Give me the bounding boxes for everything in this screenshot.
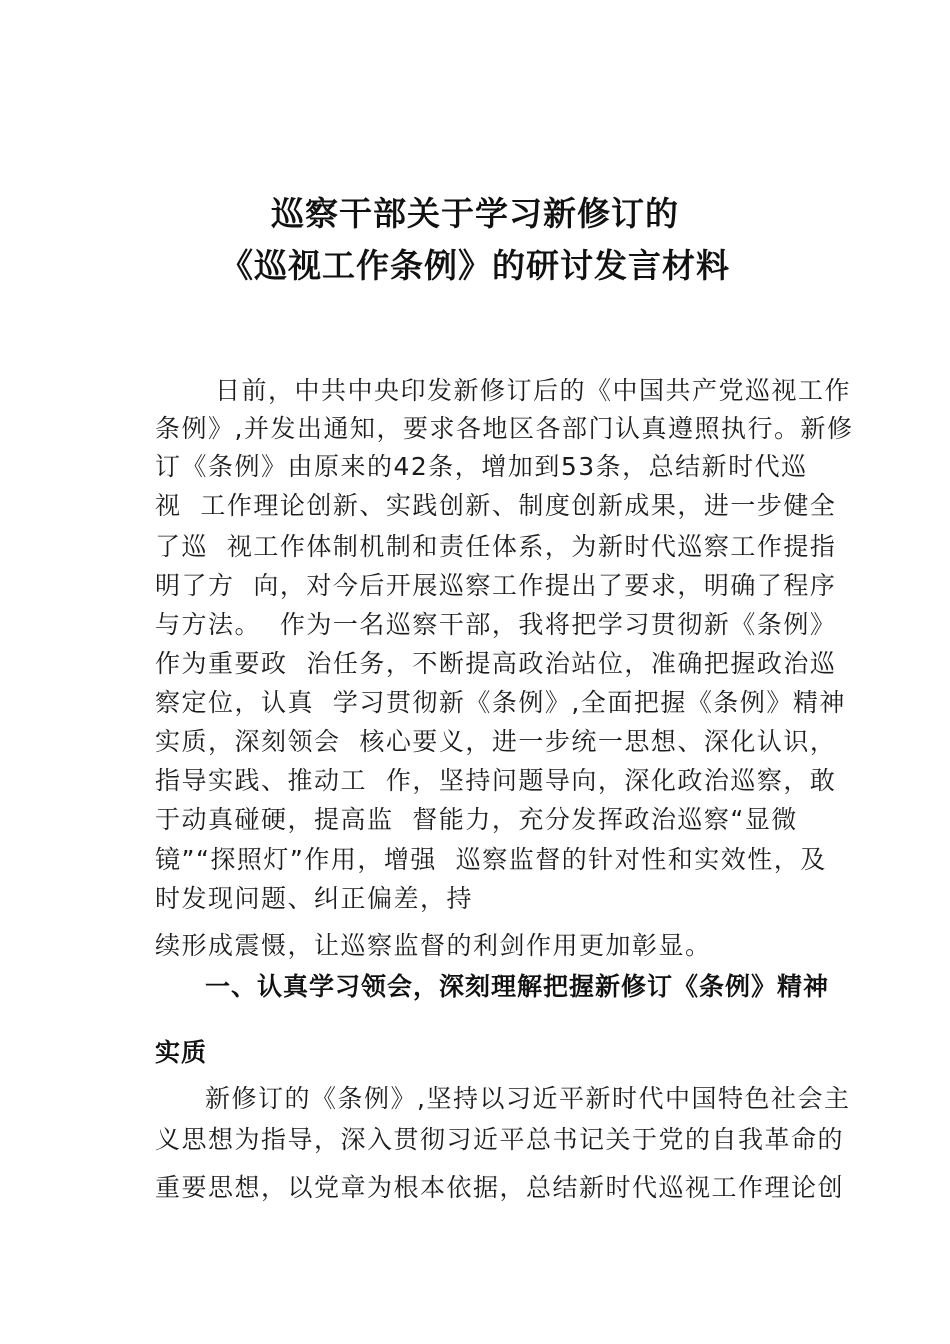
paragraph-line: 义思想为指导，深入贯彻习近平总书记关于党的自我革命的 bbox=[155, 1125, 845, 1154]
paragraph-line: 指导实践、推动工 作，坚持问题导向，深化政治巡察，敢 bbox=[155, 766, 837, 795]
paragraph-line: 重要思想，以党章为根本依据，总结新时代巡视工作理论创 bbox=[155, 1173, 845, 1202]
paragraph-line: 日前，中共中央印发新修订后的《中国共产党巡视工作 bbox=[215, 376, 852, 405]
document-title-line-2: 《巡视工作条例》的研讨发言材料 bbox=[220, 246, 730, 285]
paragraph-line: 了巡 视工作体制机制和责任体系，为新时代巡察工作提指 bbox=[155, 532, 837, 561]
paragraph-line: 视 工作理论创新、实践创新、制度创新成果，进一步健全 bbox=[155, 491, 837, 520]
paragraph-line: 于动真碰硬，提高监 督能力，充分发挥政治巡察“显微 bbox=[155, 805, 798, 834]
paragraph-line: 条例》,并发出通知，要求各地区各部门认真遵照执行。新修 bbox=[155, 414, 854, 443]
section-1-heading-line-2: 实质 bbox=[155, 1038, 208, 1067]
paragraph-line: 订《条例》由原来的42条，增加到53条，总结新时代巡 bbox=[155, 452, 808, 481]
section-1-heading-line-1: 一、认真学习领会，深刻理解把握新修订《条例》精神 bbox=[205, 972, 830, 1001]
paragraph-line: 明了方 向，对今后开展巡察工作提出了要求，明确了程序 bbox=[155, 571, 837, 600]
paragraph-line: 镜”“探照灯”作用，增强 巡察监督的针对性和实效性，及 bbox=[155, 845, 827, 874]
paragraph-line: 与方法。 作为一名巡察干部，我将把学习贯彻新《条例》 bbox=[155, 610, 837, 639]
document-title-line-1: 巡察干部关于学习新修订的 bbox=[271, 194, 679, 233]
paragraph-line: 新修订的《条例》,坚持以习近平新时代中国特色社会主 bbox=[205, 1084, 851, 1113]
paragraph-line: 续形成震慑，让巡察监督的利剑作用更加彰显。 bbox=[155, 931, 712, 960]
paragraph-line: 察定位，认真 学习贯彻新《条例》,全面把握《条例》精神 bbox=[155, 688, 846, 717]
paragraph-line: 时发现问题、纠正偏差，持 bbox=[155, 884, 474, 913]
paragraph-line: 实质，深刻领会 核心要义，进一步统一思想、深化认识， bbox=[155, 727, 837, 756]
paragraph-line: 作为重要政 治任务，不断提高政治站位，准确把握政治巡 bbox=[155, 649, 837, 678]
